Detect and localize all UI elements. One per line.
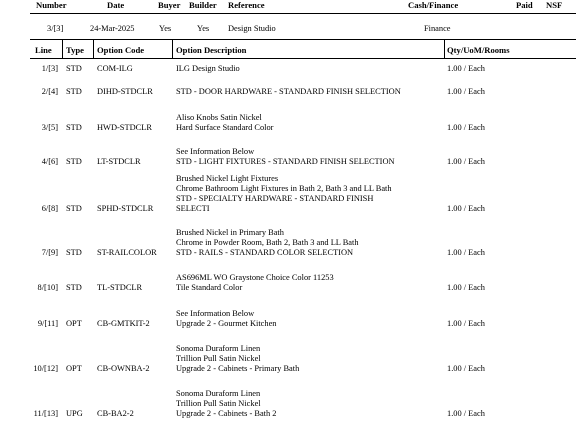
row-option-code: TL-STDCLR: [97, 283, 143, 292]
column-header-top-rule: [30, 39, 576, 40]
record-builder: Yes: [197, 24, 210, 33]
row-description-line: Tile Standard Color: [176, 283, 243, 292]
row-description-line: Brushed Nickel in Primary Bath: [176, 228, 284, 237]
row-description-line: Sonoma Duraform Linen: [176, 344, 261, 353]
row-description-line: See Information Below: [176, 309, 255, 318]
record-number: 3/[3]: [47, 24, 64, 33]
row-type: STD: [66, 283, 82, 292]
header-buyer: Buyer: [158, 0, 181, 10]
row-qty: 1.00 / Each: [447, 409, 485, 418]
row-line-number: 6/[8]: [41, 204, 58, 213]
header-date: Date: [107, 0, 125, 10]
row-line-number: 3/[5]: [41, 123, 58, 132]
col-separator: [444, 39, 445, 58]
col-separator: [93, 39, 94, 58]
row-description-line: Sonoma Duraform Linen: [176, 389, 261, 398]
row-description-line: Trillion Pull Satin Nickel: [176, 399, 261, 408]
col-option-code: Option Code: [97, 45, 145, 55]
row-line-number: 8/[10]: [37, 283, 58, 292]
row-line-number: 4/[6]: [41, 157, 58, 166]
row-line-number: 10/[12]: [33, 364, 58, 373]
row-description-line: Upgrade 2 - Cabinets - Bath 2: [176, 409, 277, 418]
row-qty: 1.00 / Each: [447, 319, 485, 328]
col-separator: [62, 39, 63, 58]
header-cash-finance: Cash/Finance: [408, 0, 459, 10]
row-qty: 1.00 / Each: [447, 248, 485, 257]
row-description-line: SELECTI: [176, 204, 210, 213]
row-type: STD: [66, 204, 82, 213]
row-type: STD: [66, 123, 82, 132]
row-option-code: CB-GMTKIT-2: [97, 319, 150, 328]
row-qty: 1.00 / Each: [447, 204, 485, 213]
row-option-code: COM-ILG: [97, 64, 133, 73]
row-option-code: ST-RAILCOLOR: [97, 248, 157, 257]
row-description-line: STD - DOOR HARDWARE - STANDARD FINISH SELECTION: [176, 87, 401, 96]
row-option-code: CB-OWNBA-2: [97, 364, 150, 373]
row-description-line: Upgrade 2 - Cabinets - Primary Bath: [176, 364, 300, 373]
row-description-line: Chrome Bathroom Light Fixtures in Bath 2, Bath 3 and LL Bath: [176, 184, 392, 193]
column-header-bottom-rule: [30, 58, 576, 59]
row-option-code: SPHD-STDCLR: [97, 204, 154, 213]
record-buyer: Yes: [159, 24, 172, 33]
header-divider: [30, 13, 576, 14]
row-qty: 1.00 / Each: [447, 157, 485, 166]
col-option-description: Option Description: [176, 45, 247, 55]
row-description-line: Brushed Nickel Light Fixtures: [176, 174, 279, 183]
header-reference: Reference: [228, 0, 265, 10]
header-number: Number: [36, 0, 67, 10]
row-option-code: HWD-STDCLR: [97, 123, 152, 132]
row-description-line: STD - SPECIALTY HARDWARE - STANDARD FINISH: [176, 194, 374, 203]
row-description-line: STD - LIGHT FIXTURES - STANDARD FINISH SELECTION: [176, 157, 395, 166]
col-line: Line: [35, 45, 52, 55]
row-description-line: ILG Design Studio: [176, 64, 240, 73]
row-line-number: 7/[9]: [41, 248, 58, 257]
col-type: Type: [66, 45, 84, 55]
row-option-code: LT-STDCLR: [97, 157, 141, 166]
row-description-line: Chrome in Powder Room, Bath 2, Bath 3 and LL Bath: [176, 238, 359, 247]
row-qty: 1.00 / Each: [447, 283, 485, 292]
row-qty: 1.00 / Each: [447, 87, 485, 96]
row-description-line: AS696ML WO Graystone Choice Color 11253: [176, 273, 334, 282]
row-qty: 1.00 / Each: [447, 364, 485, 373]
row-qty: 1.00 / Each: [447, 64, 485, 73]
row-type: STD: [66, 248, 82, 257]
col-qty: Qty/UoM/Rooms: [447, 45, 510, 55]
row-type: OPT: [66, 364, 82, 373]
row-option-code: CB-BA2-2: [97, 409, 134, 418]
header-builder: Builder: [189, 0, 217, 10]
row-type: STD: [66, 157, 82, 166]
header-paid: Paid: [516, 0, 533, 10]
row-description-line: Aliso Knobs Satin Nickel: [176, 113, 262, 122]
row-type: OPT: [66, 319, 82, 328]
row-line-number: 1/[3]: [41, 64, 58, 73]
record-cash-finance: Finance: [424, 24, 451, 33]
record-reference: Design Studio: [228, 24, 276, 33]
row-description-line: Hard Surface Standard Color: [176, 123, 274, 132]
row-line-number: 9/[11]: [37, 319, 58, 328]
row-line-number: 2/[4]: [41, 87, 58, 96]
col-separator: [172, 39, 173, 58]
row-line-number: 11/[13]: [33, 409, 58, 418]
header-nsf: NSF: [546, 0, 563, 10]
record-date: 24-Mar-2025: [90, 24, 135, 33]
row-qty: 1.00 / Each: [447, 123, 485, 132]
row-description-line: See Information Below: [176, 147, 255, 156]
row-type: STD: [66, 64, 82, 73]
row-option-code: DIHD-STDCLR: [97, 87, 153, 96]
row-description-line: STD - RAILS - STANDARD COLOR SELECTION: [176, 248, 354, 257]
row-description-line: Upgrade 2 - Gourmet Kitchen: [176, 319, 277, 328]
row-type: STD: [66, 87, 82, 96]
row-type: UPG: [66, 409, 83, 418]
row-description-line: Trillion Pull Satin Nickel: [176, 354, 261, 363]
